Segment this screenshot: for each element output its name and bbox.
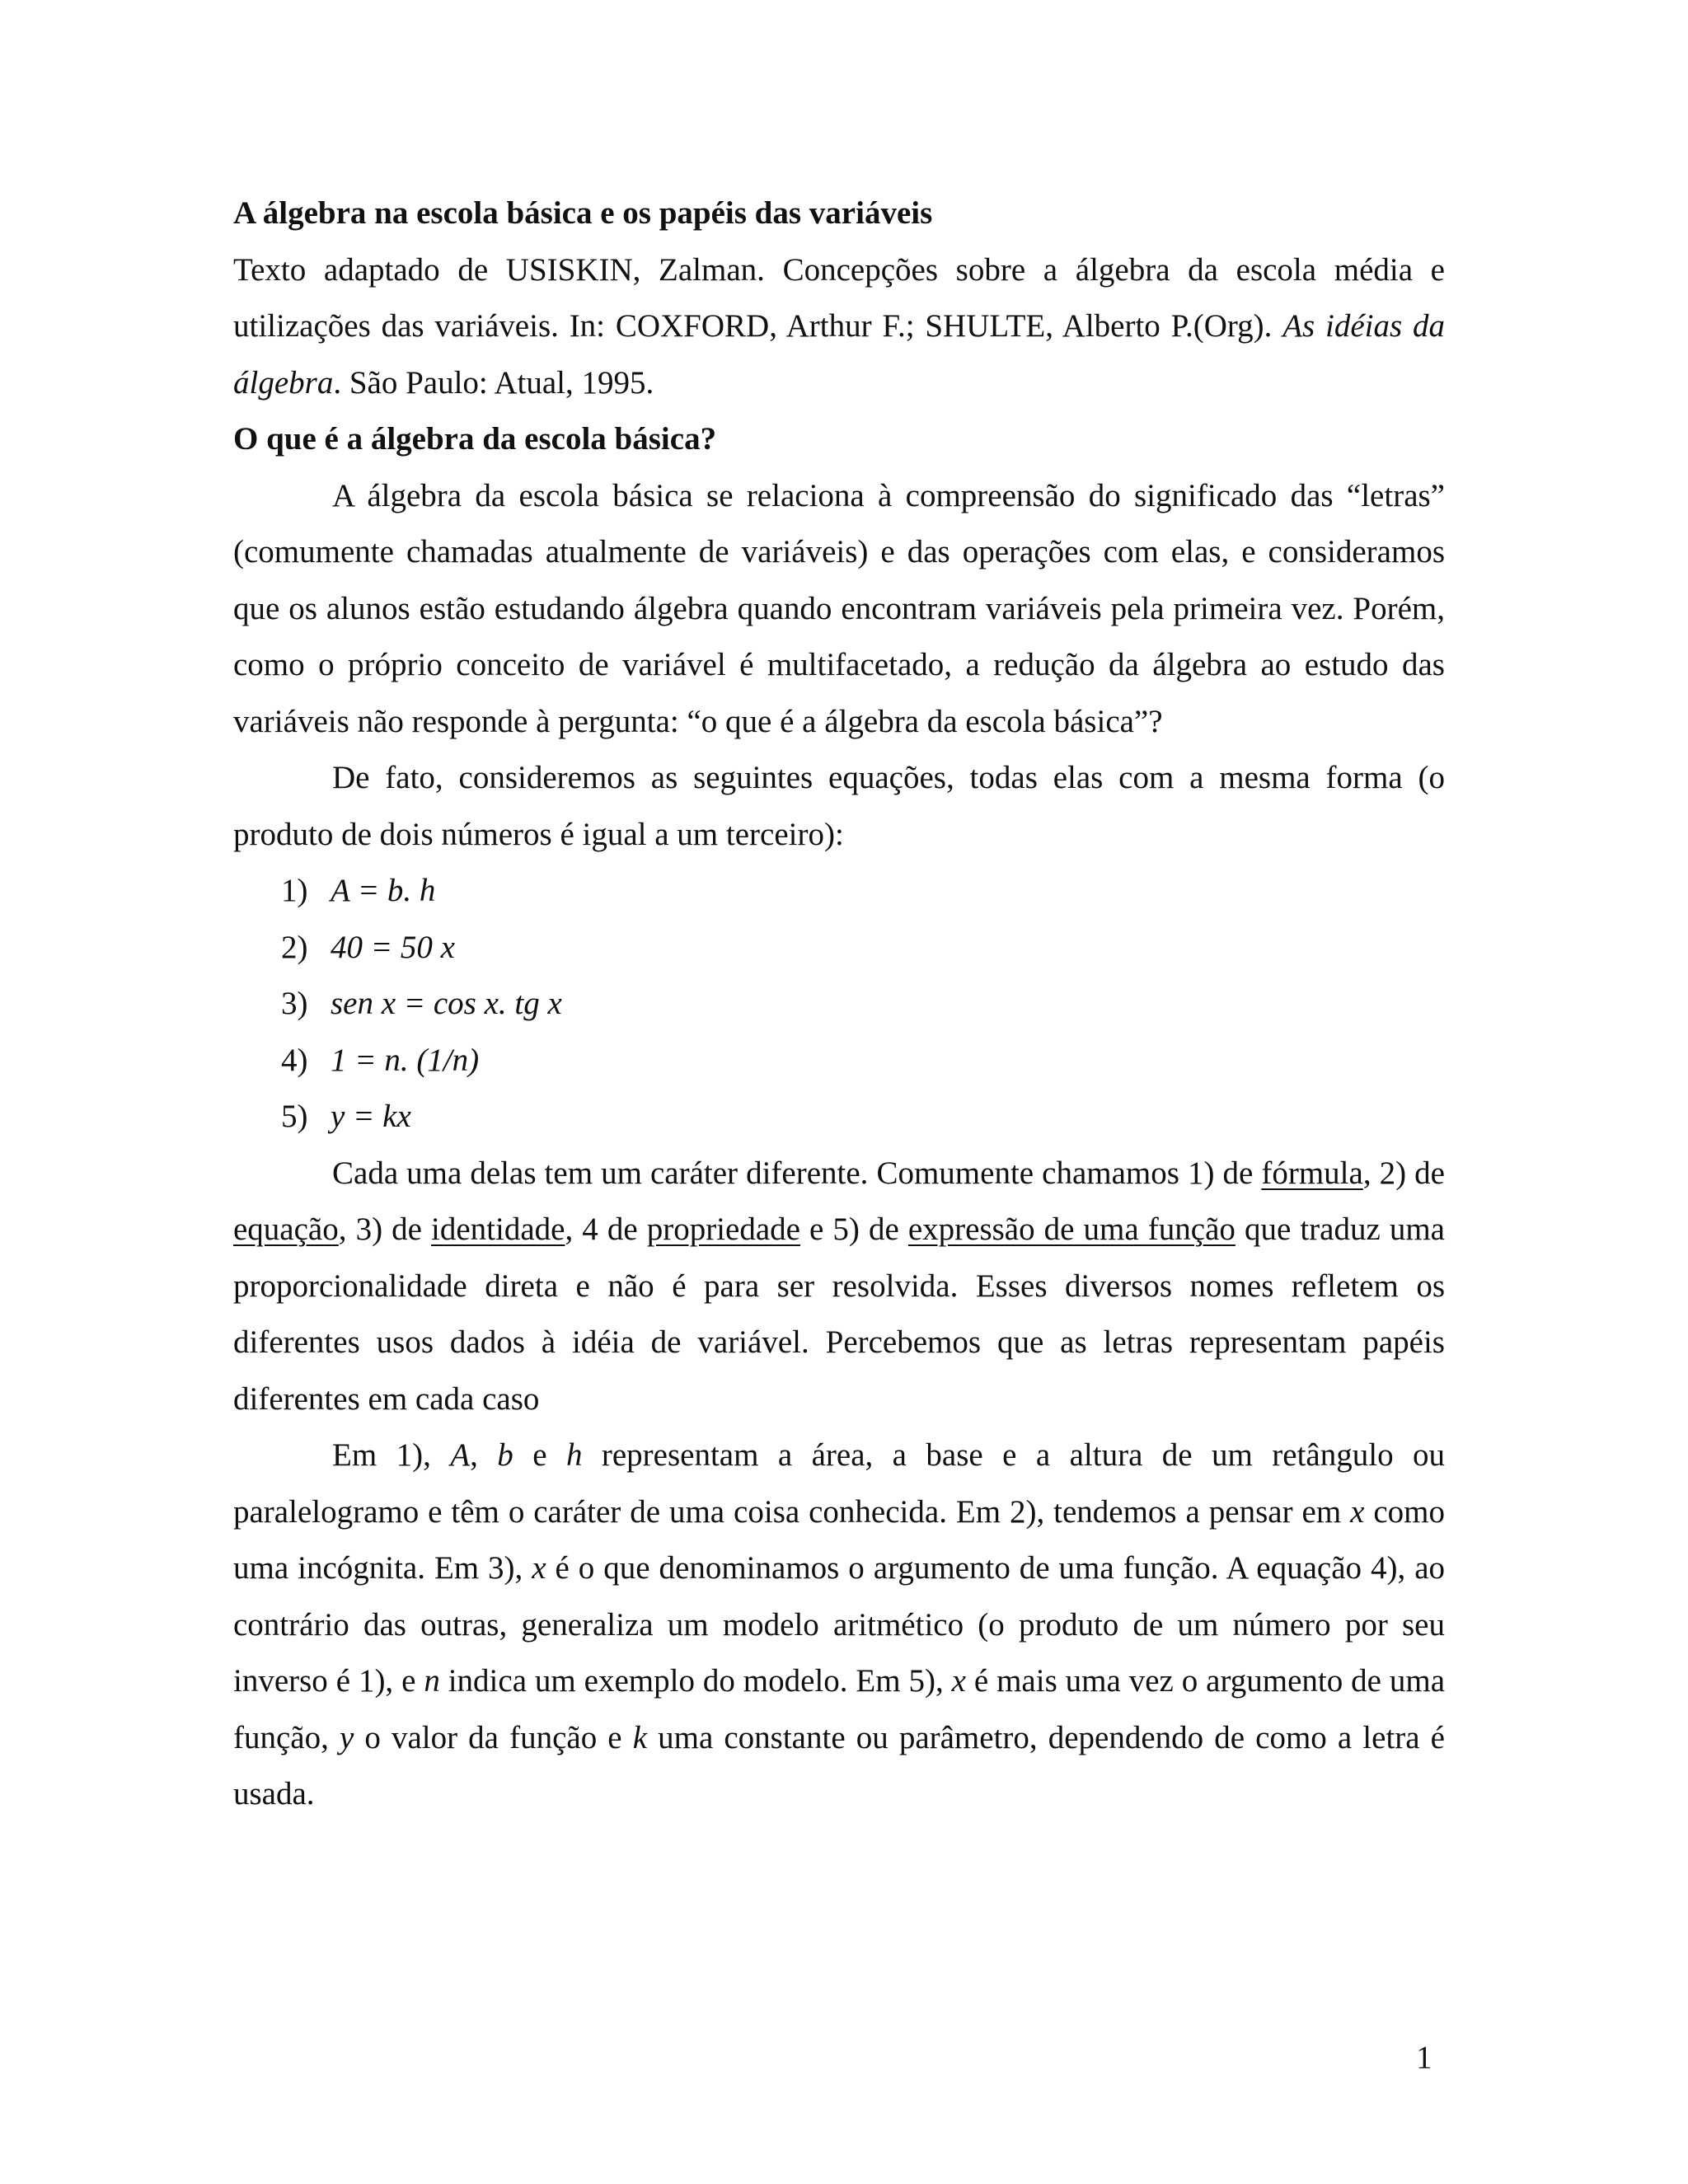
text-run: que traduz uma proporcionalidade direta e não é para ser resolvida. Esses diversos nomes refletem os diferentes usos dados à idéia de variável. Percebemos que as letras representam papéis diferentes em cada caso	[233, 1212, 1445, 1417]
paragraph-classification	[233, 1146, 1445, 1428]
variable-b: b	[497, 1437, 513, 1473]
term-function-expression: expressão de uma função	[907, 1212, 1236, 1247]
equation-formula: sen x = cos x. tg x	[331, 986, 562, 1021]
text-run: , 4 de	[565, 1212, 647, 1247]
source-citation	[233, 242, 1445, 412]
paragraph-variable-roles	[233, 1427, 1445, 1823]
text-run: , 2) de	[1362, 1155, 1445, 1191]
citation-text: Texto adaptado de USISKIN, Zalman. Concepções sobre a álgebra da escola média e utilizações das variáveis. In: COXFORD, Arthur F.; SHULTE, Alberto P.(Org).	[233, 251, 1445, 344]
citation-publisher: . São Paulo: Atual, 1995.	[333, 364, 654, 401]
equation-formula: A = b. h	[331, 873, 436, 908]
paragraph-equations-lead: De fato, consideremos as seguintes equações, todas elas com a mesma forma (o produto de dois números é igual a um terceiro):	[233, 760, 1445, 852]
equation-list	[233, 863, 1445, 1146]
citation-book-title: As idéias da álgebra	[233, 308, 1445, 401]
text-run: Em 1),	[332, 1437, 451, 1473]
equation-number: 2)	[281, 929, 308, 965]
term-identity: identidade	[431, 1212, 565, 1247]
variable-h: h	[565, 1437, 583, 1473]
equation-item	[281, 863, 1445, 920]
equation-item	[281, 1089, 1445, 1146]
equation-formula: 40 = 50 x	[331, 929, 455, 965]
term-property: propriedade	[646, 1212, 800, 1247]
text-run: uma constante ou parâmetro, dependendo de como a letra é usada.	[233, 1719, 1445, 1811]
text-run: e	[513, 1437, 566, 1473]
variable-x: x	[1350, 1493, 1365, 1530]
text-run: como uma incógnita. Em 3),	[233, 1493, 1445, 1586]
document-title: A álgebra na escola básica e os papéis das variáveis	[233, 195, 933, 231]
equation-number: 1)	[281, 873, 308, 908]
equation-item	[281, 1033, 1445, 1090]
text-run: , 3) de	[338, 1212, 431, 1247]
text-run: Cada uma delas tem um caráter diferente. Comumente chamamos 1) de	[332, 1155, 1262, 1191]
equation-number: 3)	[281, 986, 308, 1021]
equation-formula: 1 = n. (1/n)	[331, 1042, 480, 1078]
equation-formula: y = kx	[331, 1099, 411, 1134]
text-run: e 5) de	[799, 1212, 908, 1247]
equation-number: 5)	[281, 1099, 308, 1134]
text-run: ,	[470, 1437, 498, 1473]
equation-item	[281, 920, 1445, 977]
variable-n: n	[424, 1663, 440, 1699]
variable-x: x	[951, 1663, 966, 1699]
equation-number: 4)	[281, 1042, 308, 1078]
variable-A: A	[450, 1437, 471, 1473]
text-run: indica um exemplo do modelo. Em 5),	[439, 1663, 952, 1699]
paragraph-intro: A álgebra da escola básica se relaciona à compreensão do significado das “letras” (comumente chamadas atualmente de variáveis) e das operações com elas, e consideramos que os alunos estão estudando álgebra quando encontram variáveis pela primeira vez. Porém, como o próprio conceito de variável é multifacetado, a redução da álgebra ao estudo das variáveis não responde à pergunta: “o que é a álgebra da escola básica”?	[233, 477, 1445, 739]
document-page	[233, 185, 1445, 1823]
text-run: é mais uma vez o argumento de uma função,	[233, 1663, 1445, 1755]
text-run: o valor da função e	[354, 1719, 633, 1755]
term-formula: fórmula	[1261, 1155, 1363, 1191]
text-run: representam a área, a base e a altura de um retângulo ou paralelogramo e têm o caráter de uma coisa conhecida. Em 2), tendemos a pensar em	[233, 1437, 1446, 1530]
term-equation: equação	[233, 1212, 339, 1247]
variable-k: k	[632, 1719, 648, 1755]
text-run: é o que denominamos o argumento de uma função. A equação 4), ao contrário das outras, generaliza um modelo aritmético (o produto de um número por seu inverso é 1), e	[233, 1550, 1445, 1699]
variable-y: y	[339, 1719, 354, 1755]
section-heading: O que é a álgebra da escola básica?	[233, 421, 717, 457]
variable-x: x	[532, 1550, 546, 1586]
page-number: 1	[1416, 2040, 1432, 2075]
equation-item	[281, 976, 1445, 1033]
